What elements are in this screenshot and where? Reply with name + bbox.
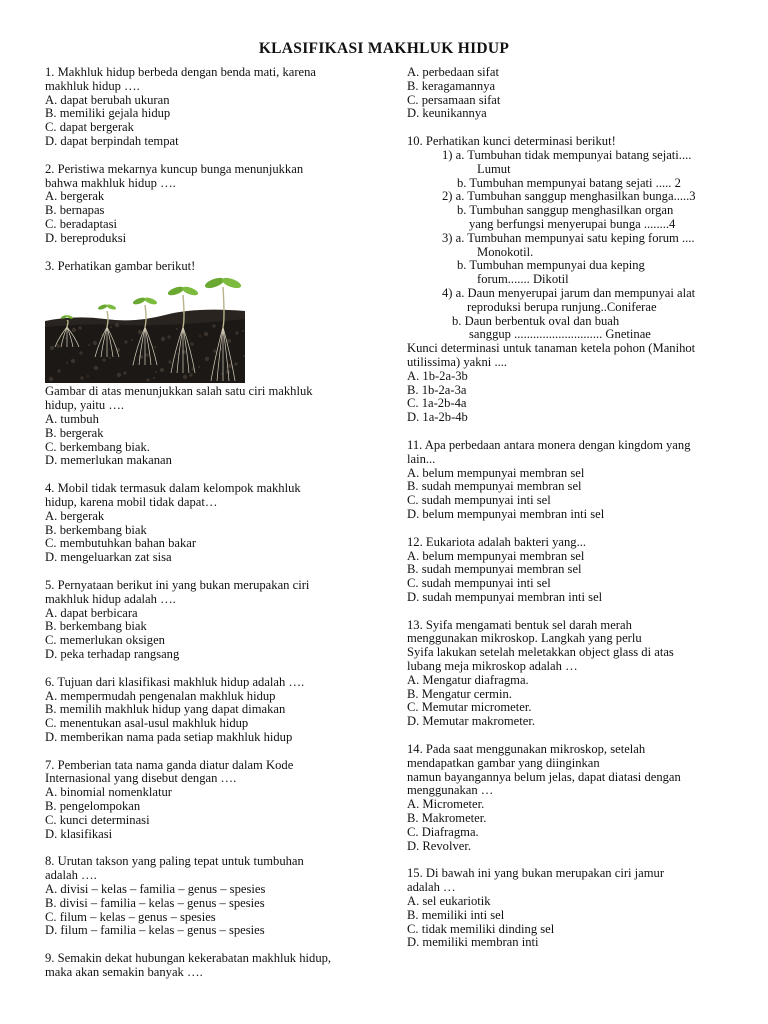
- question-left-8: [45, 855, 375, 938]
- answer-option: D. Revolver.: [407, 838, 472, 853]
- answer-option: A. Micrometer.: [407, 797, 485, 812]
- answer-option: C. dapat bergerak: [45, 120, 134, 135]
- worksheet-title: KLASIFIKASI MAKHLUK HIDUP: [258, 40, 510, 57]
- question-text-line: 12. Eukariota adalah bakteri yang...: [407, 534, 587, 549]
- answer-option: C. sudah mempunyai inti sel: [407, 576, 551, 591]
- answer-option: A. binomial nomenklatur: [45, 785, 172, 800]
- answer-option: B. bernapas: [45, 203, 105, 218]
- question-text-line: 1. Makhluk hidup berbeda dengan benda mati, karena: [45, 65, 317, 79]
- question-left-1: [45, 66, 375, 149]
- answer-option: B. Mengatur cermin.: [407, 686, 512, 701]
- answer-option: B. 1b-2a-3a: [407, 382, 467, 397]
- right-column: [407, 66, 737, 964]
- answer-option: D. dapat berpindah tempat: [45, 133, 179, 148]
- answer-option: B. memiliki gejala hidup: [45, 106, 171, 121]
- question-text-line: maka akan semakin banyak ….: [45, 965, 203, 980]
- question-text-line: utilissima) yakni ....: [407, 354, 508, 369]
- answer-option: A. belum mempunyai membran sel: [407, 465, 585, 480]
- answer-option: D. memerlukan makanan: [45, 453, 172, 468]
- answer-option: A. 1b-2a-3b: [407, 368, 468, 383]
- question-text-line: 14. Pada saat menggunakan mikroskop, setelah: [407, 742, 646, 757]
- answer-option: D. belum mempunyai membran inti sel: [407, 506, 605, 521]
- question-text-line: 7. Pemberian tata nama ganda diatur dalam Kode: [45, 757, 294, 772]
- answer-option: D. bereproduksi: [45, 230, 127, 245]
- determination-key-line: 4) a. Daun menyerupai jarum dan mempunyai alat: [442, 285, 696, 300]
- determination-key-line: b. Tumbuhan mempunyai dua keping: [457, 258, 645, 273]
- question-9-options: [407, 66, 737, 121]
- determination-key-line: 1) a. Tumbuhan tidak mempunyai batang sejati....: [442, 147, 692, 162]
- answer-option: A. tumbuh: [45, 411, 99, 426]
- answer-option: A. bergerak: [45, 508, 105, 523]
- answer-option: D. filum – familia – kelas – genus – spesies: [45, 923, 265, 938]
- question-text-line: Syifa lakukan setelah meletakkan object glass di atas: [407, 645, 674, 660]
- answer-option: B. divisi – familia – kelas – genus – spesies: [45, 895, 265, 910]
- answer-option: A. perbedaan sifat: [407, 65, 499, 79]
- answer-option: A. dapat berubah ukuran: [45, 92, 170, 107]
- answer-option: C. membutuhkan bahan bakar: [45, 536, 197, 551]
- answer-option: B. pengelompokan: [45, 799, 141, 814]
- answer-option: D. peka terhadap rangsang: [45, 646, 180, 661]
- question-right-3: [407, 619, 737, 729]
- question-right-2: [407, 536, 737, 605]
- question-text-line: mendapatkan gambar yang diinginkan: [407, 755, 600, 770]
- question-text-line: 2. Peristiwa mekarnya kuncup bunga menunjukkan: [45, 161, 304, 176]
- determination-key-line: 3) a. Tumbuhan mempunyai satu keping forum ....: [442, 230, 695, 245]
- answer-option: C. menentukan asal-usul makhluk hidup: [45, 716, 249, 731]
- question-text-line: 5. Pernyataan berikut ini yang bukan merupakan ciri: [45, 577, 310, 592]
- question-text-line: Gambar di atas menunjukkan salah satu ciri makhluk: [45, 384, 313, 399]
- answer-option: B. sudah mempunyai membran sel: [407, 562, 582, 577]
- question-right-5: [407, 867, 737, 950]
- question-10: [407, 135, 737, 425]
- answer-option: D. memiliki membran inti: [407, 935, 539, 950]
- answer-option: C. beradaptasi: [45, 216, 118, 231]
- determination-key-line: 2) a. Tumbuhan sanggup menghasilkan bunga.....3: [442, 189, 696, 204]
- answer-option: D. mengeluarkan zat sisa: [45, 550, 172, 565]
- question-text-line: adalah ….: [45, 868, 97, 883]
- question-left-6: [45, 676, 375, 745]
- question-text-line: lain...: [407, 451, 436, 466]
- determination-key-line: reproduksi berupa runjung..Coniferae: [467, 299, 657, 314]
- answer-option: B. sudah mempunyai membran sel: [407, 479, 582, 494]
- answer-option: C. berkembang biak.: [45, 439, 150, 454]
- question-text-line: makhluk hidup ….: [45, 78, 140, 93]
- question-text-line: 9. Semakin dekat hubungan kekerabatan makhluk hidup,: [45, 951, 332, 966]
- determination-key-line: b. Tumbuhan mempunyai batang sejati ..... 2: [457, 175, 681, 190]
- answer-option: B. bergerak: [45, 425, 104, 440]
- determination-key-line: sanggup ............................ Gnetinae: [469, 327, 651, 342]
- question-left-9: [45, 952, 375, 980]
- question-text-line: 6. Tujuan dari klasifikasi makhluk hidup adalah ….: [45, 674, 305, 689]
- answer-option: A. sel eukariotik: [407, 894, 491, 909]
- answer-option: C. memerlukan oksigen: [45, 633, 165, 648]
- answer-option: A. dapat berbicara: [45, 605, 138, 620]
- determination-key-line: yang berfungsi menyerupai bunga ........4: [469, 216, 676, 231]
- answer-option: C. kunci determinasi: [45, 812, 150, 827]
- answer-option: A. mempermudah pengenalan makhluk hidup: [45, 688, 276, 703]
- question-left-3: [45, 260, 375, 469]
- question-text-line: namun bayangannya belum jelas, dapat diatasi dengan: [407, 769, 681, 784]
- answer-option: B. Makrometer.: [407, 811, 487, 826]
- seedlings-growth-image: [45, 275, 245, 383]
- answer-option: B. memiliki inti sel: [407, 907, 505, 922]
- answer-option: D. Memutar makrometer.: [407, 714, 535, 729]
- question-text-line: menggunakan …: [407, 783, 494, 798]
- question-left-7: [45, 759, 375, 842]
- question-text-line: 13. Syifa mengamati bentuk sel darah merah: [407, 617, 632, 632]
- question-text-line: Internasional yang disebut dengan ….: [45, 771, 237, 786]
- left-column: [45, 66, 375, 994]
- determination-key-line: forum....... Dikotil: [477, 272, 569, 287]
- answer-option: D. 1a-2b-4b: [407, 410, 468, 425]
- answer-option: C. tidak memiliki dinding sel: [407, 921, 555, 936]
- question-text-line: hidup, karena mobil tidak dapat…: [45, 494, 218, 509]
- answer-option: B. memilih makhluk hidup yang dapat dimakan: [45, 702, 286, 717]
- question-text-line: lubang meja mikroskop adalah …: [407, 659, 578, 674]
- question-text-line: 11. Apa perbedaan antara monera dengan kingdom yang: [407, 437, 691, 452]
- determination-key-line: b. Daun berbentuk oval dan buah: [452, 313, 620, 328]
- question-text-line: 8. Urutan takson yang paling tepat untuk tumbuhan: [45, 854, 304, 869]
- determination-key-line: Monokotil.: [477, 244, 534, 259]
- question-left-2: [45, 163, 375, 246]
- answer-option: A. belum mempunyai membran sel: [407, 548, 585, 563]
- question-text-line: menggunakan mikroskop. Langkah yang perlu: [407, 631, 642, 646]
- answer-option: B. berkembang biak: [45, 522, 147, 537]
- question-text-line: 4. Mobil tidak termasuk dalam kelompok makhluk: [45, 481, 301, 496]
- question-text-line: bahwa makhluk hidup ….: [45, 175, 176, 190]
- answer-option: C. 1a-2b-4a: [407, 396, 467, 411]
- question-left-4: [45, 482, 375, 565]
- answer-option: A. Mengatur diafragma.: [407, 672, 529, 687]
- answer-option: D. memberikan nama pada setiap makhluk hidup: [45, 729, 293, 744]
- answer-option: D. keunikannya: [407, 106, 487, 121]
- answer-option: A. divisi – kelas – familia – genus – spesies: [45, 882, 266, 897]
- answer-option: C. persamaan sifat: [407, 92, 501, 107]
- question-text-line: hidup, yaitu ….: [45, 398, 125, 413]
- determination-key-line: b. Tumbuhan sanggup menghasilkan organ: [457, 203, 674, 218]
- answer-option: B. keragamannya: [407, 78, 496, 93]
- question-right-4: [407, 743, 737, 853]
- answer-option: D. klasifikasi: [45, 826, 113, 841]
- question-text-line: adalah …: [407, 880, 456, 895]
- answer-option: C. Diafragma.: [407, 824, 479, 839]
- answer-option: C. sudah mempunyai inti sel: [407, 493, 551, 508]
- answer-option: C. Memutar micrometer.: [407, 700, 532, 715]
- determination-key-line: Lumut: [477, 161, 511, 176]
- question-left-5: [45, 579, 375, 662]
- question-text-line: 3. Perhatikan gambar berikut!: [45, 258, 196, 273]
- question-text-line: makhluk hidup adalah ….: [45, 591, 176, 606]
- answer-option: B. berkembang biak: [45, 619, 147, 634]
- question-right-1: [407, 439, 737, 522]
- question-text-line: 15. Di bawah ini yang bukan merupakan ciri jamur: [407, 866, 665, 881]
- answer-option: D. sudah mempunyai membran inti sel: [407, 589, 603, 604]
- answer-option: A. bergerak: [45, 189, 105, 204]
- question-text-line: Kunci determinasi untuk tanaman ketela pohon (Manihot: [407, 341, 696, 356]
- question-text-line: 10. Perhatikan kunci determinasi berikut!: [407, 134, 616, 149]
- answer-option: C. filum – kelas – genus – spesies: [45, 909, 216, 924]
